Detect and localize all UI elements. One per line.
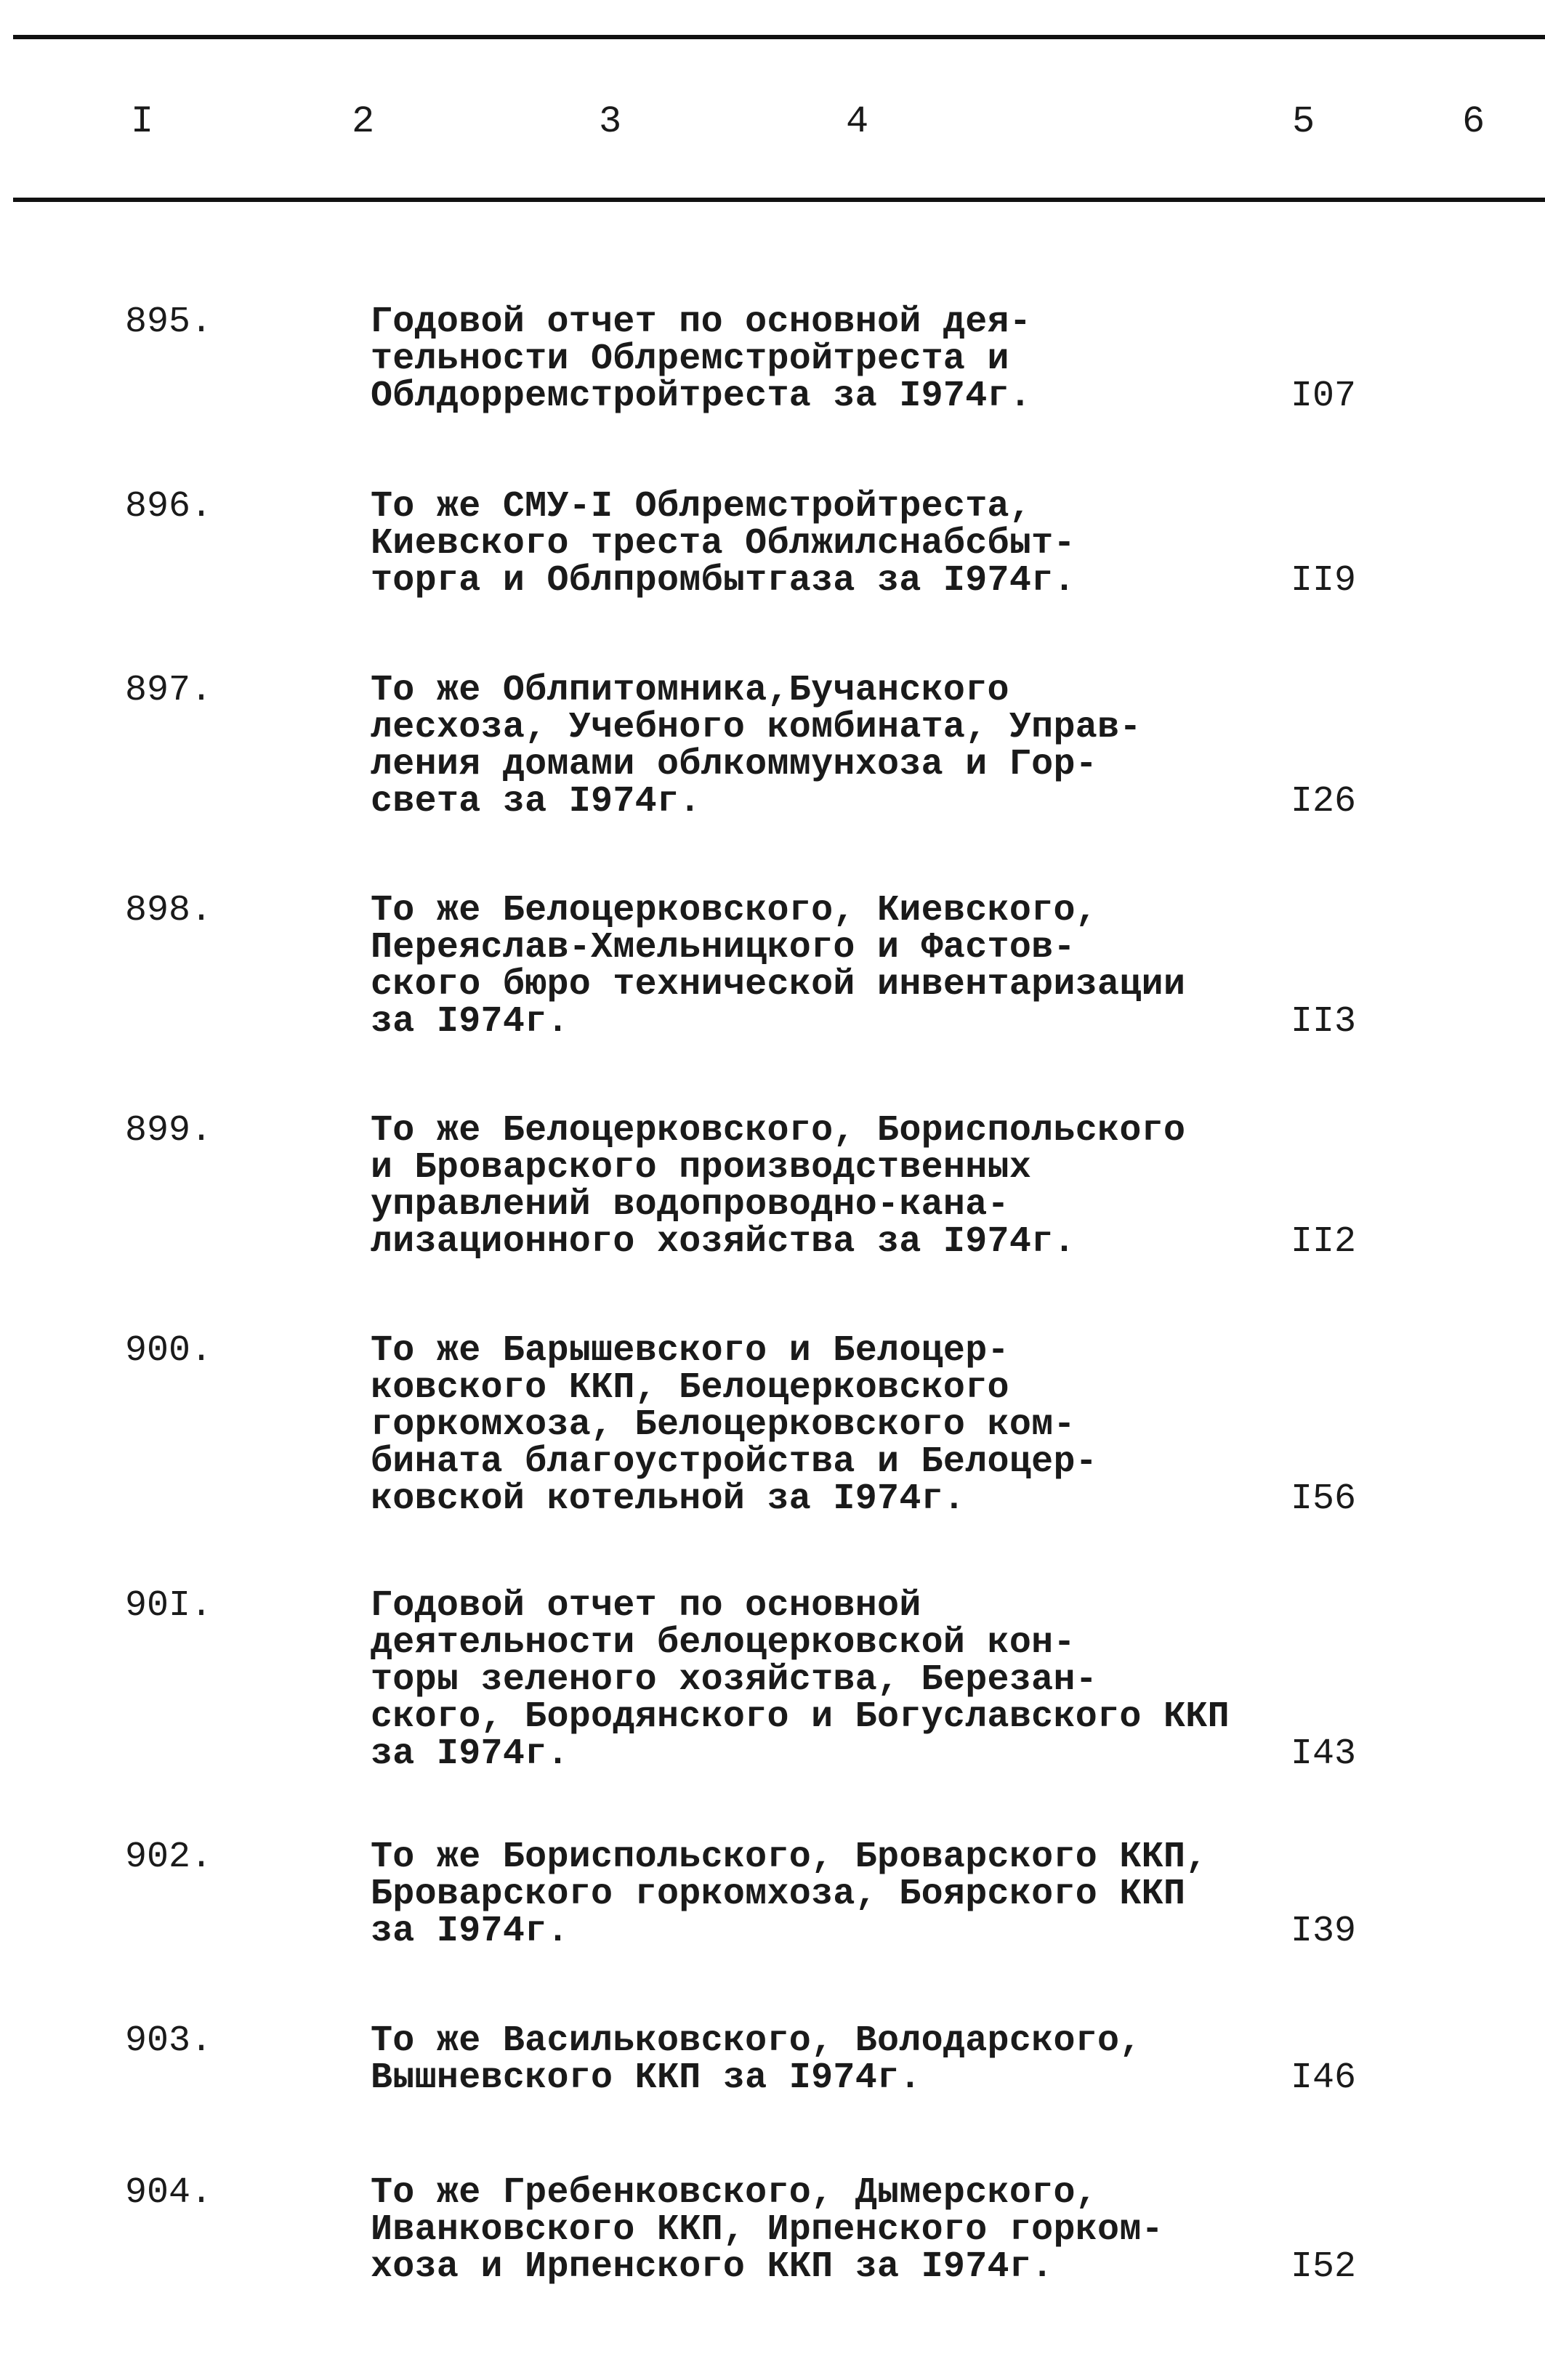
entry-title-line: То же СМУ-I Облремстройтреста, <box>371 486 1032 527</box>
entry-title <box>371 1839 1208 1950</box>
entry-title <box>371 2020 1142 2099</box>
entry-title-line: Переяслав-Хмельницкого и Фастов- <box>371 927 1076 968</box>
entry-page-count: I07 <box>1291 376 1357 417</box>
entry-number: 897. <box>125 670 213 711</box>
entry-page-count: II9 <box>1291 560 1357 602</box>
entry-number: 899. <box>125 1110 213 1151</box>
entry-number: 896. <box>125 486 213 527</box>
entry-number: 902. <box>125 1837 213 1878</box>
entry-title-line: То же Гребенковского, Дымерского, <box>371 2172 1098 2214</box>
entry-page-count: I39 <box>1291 1911 1357 1952</box>
entry-number: 903. <box>125 2020 213 2062</box>
entry-title <box>371 890 1186 1043</box>
entry-page-count: II3 <box>1291 1001 1357 1043</box>
entry-title-line: торы зеленого хозяйства, Березан- <box>371 1659 1098 1701</box>
top-rule <box>13 35 1545 39</box>
entry-title-line: ковского ККП, Белоцерковского <box>371 1367 1009 1409</box>
entry-page-count: I52 <box>1291 2246 1357 2288</box>
entry-title-line: Годовой отчет по основной дея- <box>371 301 1032 343</box>
entry-title-line: лесхоза, Учебного комбината, Управ- <box>371 707 1142 748</box>
entry-title-line: за I974г. <box>371 1001 569 1043</box>
entry-number: 898. <box>125 890 213 931</box>
entry-title <box>371 672 1142 820</box>
entry-title <box>371 2174 1163 2286</box>
entry-title-line: лизационного хозяйства за I974г. <box>371 1221 1076 1263</box>
entry-title-line: То же Белоцерковского, Бориспольского <box>371 1110 1186 1151</box>
entry-title-line: То же Белоцерковского, Киевского, <box>371 890 1098 931</box>
column-header-5: 5 <box>1292 100 1315 143</box>
entry-title-line: за I974г. <box>371 1911 569 1952</box>
entry-number: 900. <box>125 1330 213 1372</box>
entry-title-line: ления домами облкоммунхоза и Гор- <box>371 744 1098 785</box>
entry-title-line: тельности Облремстройтреста и <box>371 339 1009 380</box>
entry-title-line: Броварского горкомхоза, Боярского ККП <box>371 1874 1186 1915</box>
entry-title-line: света за I974г. <box>371 781 701 822</box>
header-rule <box>13 198 1545 202</box>
entry-title-line: торга и Облпромбытгаза за I974г. <box>371 560 1076 602</box>
entry-title-line: ковской котельной за I974г. <box>371 1478 966 1520</box>
entry-page-count: I26 <box>1291 781 1357 822</box>
entry-title-line: Годовой отчет по основной <box>371 1585 921 1627</box>
entry-title <box>371 1332 1097 1518</box>
entry-title <box>371 301 1032 417</box>
entry-page-count: I43 <box>1291 1733 1357 1775</box>
column-header-6: 6 <box>1462 100 1485 143</box>
entry-title-line: деятельности белоцерковской кон- <box>371 1622 1076 1664</box>
entry-title-line: ского, Бородянского и Богуславского ККП <box>371 1696 1230 1738</box>
entry-title-line: хоза и Ирпенского ККП за I974г. <box>371 2246 1054 2288</box>
column-header-4: 4 <box>846 100 869 143</box>
entry-number: 895. <box>125 301 213 343</box>
entry-title-line: То же Бориспольского, Броварского ККП, <box>371 1837 1208 1878</box>
entry-title-line: Вышневского ККП за I974г. <box>371 2057 921 2099</box>
entry-title <box>371 486 1076 602</box>
column-header-3: 3 <box>599 100 622 143</box>
entry-title <box>371 1587 1230 1773</box>
entry-title-line: То же Барышевского и Белоцер- <box>371 1330 1009 1372</box>
column-header-1: I <box>131 100 154 143</box>
entry-title-line: горкомхоза, Белоцерковского ком- <box>371 1404 1076 1446</box>
entry-title-line: Облдорремстройтреста за I974г. <box>371 376 1032 417</box>
entry-title-line: бината благоустройства и Белоцер- <box>371 1441 1098 1483</box>
entry-number: 904. <box>125 2172 213 2214</box>
entry-page-count: I46 <box>1291 2057 1357 2099</box>
entry-title-line: и Броварского производственных <box>371 1147 1032 1189</box>
entry-title-line: Иванковского ККП, Ирпенского горком- <box>371 2209 1163 2251</box>
entry-page-count: II2 <box>1291 1221 1357 1263</box>
entry-title-line: То же Облпитомника,Бучанского <box>371 670 1009 711</box>
entry-title-line: То же Васильковского, Володарского, <box>371 2020 1142 2062</box>
entry-title-line: Киевского треста Облжилснабсбыт- <box>371 523 1076 564</box>
entry-title-line: ского бюро технической инвентаризации <box>371 964 1186 1005</box>
entry-title-line: управлений водопроводно-кана- <box>371 1184 1009 1226</box>
entry-page-count: I56 <box>1291 1478 1357 1520</box>
entry-title <box>371 1110 1186 1263</box>
column-header-2: 2 <box>352 100 375 143</box>
entry-number: 90I. <box>125 1585 213 1627</box>
entry-title-line: за I974г. <box>371 1733 569 1775</box>
